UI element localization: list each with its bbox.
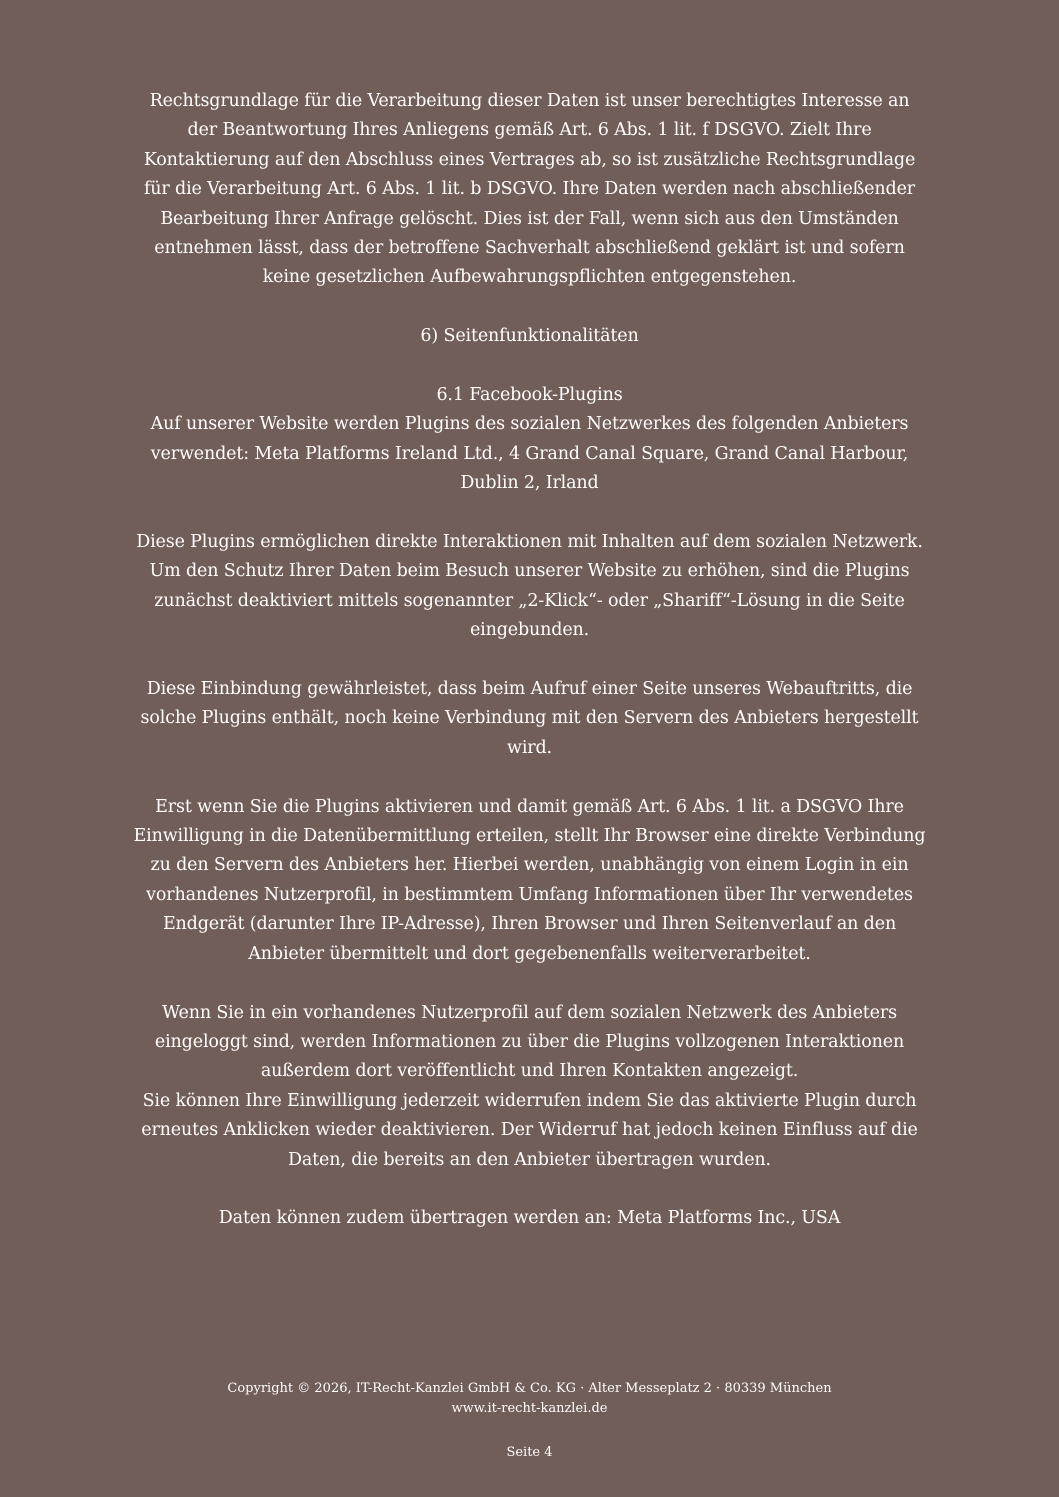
page-footer <box>0 1379 1059 1419</box>
page-content <box>90 87 969 1234</box>
footer-website-link[interactable]: www.it-recht-kanzlei.de <box>451 1401 608 1416</box>
page-number: Seite 4 <box>506 1445 553 1460</box>
plugin-activation-paragraph: Erst wenn Sie die Plugins aktivieren und damit gemäß Art. 6 Abs. 1 lit. a DSGVO Ihre Einwilligung in die Datenübermittlung erteilen, stellt Ihr Browser eine direkte Verbindung zu den Servern des Anbieters her. Hierbei werden, unabhängig von einem Login in ein vorhandenes Nutzerprofil, in bestimmtem Umfang Informationen über Ihr verwendetes Endgerät (darunter Ihre IP-Adresse), Ihren Browser und Ihren Seitenverlauf an den Anbieter übermittelt und dort gegebenenfalls weiterverarbeitet. <box>133 796 926 964</box>
data-transfer-paragraph: Daten können zudem übertragen werden an: Meta Platforms Inc., USA <box>218 1208 841 1229</box>
plugin-interaction-paragraph: Diese Plugins ermöglichen direkte Interaktionen mit Inhalten auf dem sozialen Netzwerk. Um den Schutz Ihrer Daten beim Besuch unserer Website zu erhöhen, sind die Plugins zunächst deaktiviert mittels sogenannter „2-Klick“- oder „Shariff“-Lösung in die Seite eingebunden. <box>136 532 923 641</box>
user-profile-paragraph: Wenn Sie in ein vorhandenes Nutzerprofil auf dem sozialen Netzwerk des Anbieters eingeloggt sind, werden Informationen zu über die Plugins vollzogenen Interaktionen außerdem dort veröffentlicht und Ihren Kontakten angezeigt. Sie können Ihre Einwilligung jederzeit widerrufen indem Sie das aktivierte Plugin durch erneutes Anklicken wieder deaktivieren. Der Widerruf hat jedoch keinen Einfluss auf die Daten, die bereits an den Anbieter übertragen wurden. <box>141 1002 918 1170</box>
plugin-embedding-paragraph: Diese Einbindung gewährleistet, dass beim Aufruf einer Seite unseres Webauftritts, die solche Plugins enthält, noch keine Verbindung mit den Servern des Anbieters hergestellt wird. <box>140 679 919 758</box>
facebook-plugins-intro-paragraph: 6.1 Facebook-Plugins Auf unserer Website werden Plugins des sozialen Netzwerkes des folgenden Anbieters verwendet: Meta Platforms Ireland Ltd., 4 Grand Canal Square, Grand Canal Harbour, Dublin 2, Irland <box>150 385 909 494</box>
footer-copyright: Copyright © 2026, IT-Recht-Kanzlei GmbH & Co. KG · Alter Messeplatz 2 · 80339 München <box>227 1381 832 1396</box>
legal-basis-paragraph: Rechtsgrundlage für die Verarbeitung dieser Daten ist unser berechtigtes Interesse an der Beantwortung Ihres Anliegens gemäß Art. 6 Abs. 1 lit. f DSGVO. Zielt Ihre Kontaktierung auf den Abschluss eines Vertrages ab, so ist zusätzliche Rechtsgrundlage für die Verarbeitung Art. 6 Abs. 1 lit. b DSGVO. Ihre Daten werden nach abschließender Bearbeitung Ihrer Anfrage gelöscht. Dies ist der Fall, wenn sich aus den Umständen entnehmen lässt, dass der betroffene Sachverhalt abschließend geklärt ist und sofern keine gesetzlichen Aufbewahrungspflichten entgegenstehen. <box>143 91 916 288</box>
section-heading-site-functionality: 6) Seitenfunktionalitäten <box>420 326 639 347</box>
